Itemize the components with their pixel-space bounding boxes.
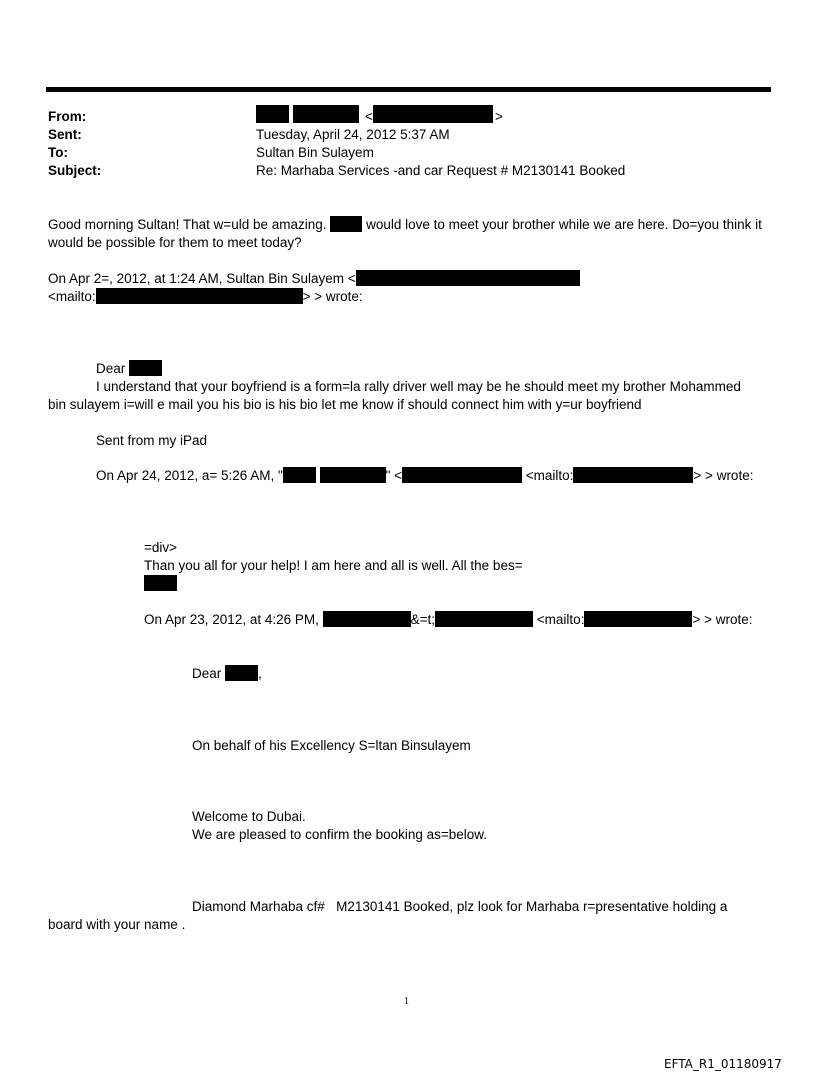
document-id: EFTA_R1_01180917: [664, 1057, 782, 1071]
greeting: [96, 360, 162, 377]
quote-text: > > wrote:: [302, 289, 363, 304]
body-line: =div>: [144, 540, 178, 555]
redaction-block: [225, 665, 258, 681]
body-line: I understand that your boyfriend is a form=la rally driver well may be he should meet my brother Mohammed: [96, 379, 741, 394]
redaction-block: [320, 467, 386, 483]
signature: Sent from my iPad: [96, 433, 208, 448]
redaction-block: [96, 288, 303, 304]
body-line: Than you all for your help! I am here and all is well. All the bes=: [144, 558, 523, 573]
subject-label: Subject:: [48, 163, 102, 178]
redaction-block: [584, 611, 692, 627]
body-text: would love to meet your brother while we are here. Do=you think it: [366, 217, 762, 232]
quote-header: [144, 611, 753, 628]
quote-text: <mailto:: [48, 289, 96, 304]
redaction-block: [573, 467, 693, 483]
sent-value: Tuesday, April 24, 2012 5:37 AM: [256, 127, 450, 142]
quote-text: <mailto:: [525, 468, 574, 483]
body-line: [48, 216, 762, 233]
body-line: bin sulayem i=will e mail you his bio is his bio let me know if should connect him with y=ur boyfriend: [48, 397, 642, 412]
body-line: We are pleased to confirm the booking as=below.: [192, 827, 488, 842]
quote-text: On Apr 23, 2012, at 4:26 PM,: [144, 612, 319, 627]
quote-header: [48, 270, 580, 287]
subject-value: Re: Marhaba Services -and car Request # M2130141 Booked: [256, 163, 626, 178]
header-rule: [46, 87, 771, 92]
redaction-block: [356, 270, 580, 286]
body-line: Diamond Marhaba cf# M2130141 Booked, plz look for Marhaba r=presentative holding a: [192, 899, 728, 914]
redaction-block: [293, 105, 359, 123]
quote-text: &=t;: [410, 612, 436, 627]
greeting-text: Dear: [192, 666, 222, 681]
redaction-block: [129, 360, 162, 376]
page-number: 1: [404, 996, 409, 1007]
body-line: Welcome to Dubai.: [192, 809, 306, 824]
quote-text: <mailto:: [536, 612, 585, 627]
redaction-block: [144, 575, 177, 591]
redaction-block: [283, 467, 316, 483]
redaction-block: [373, 105, 493, 123]
body-text: Good morning Sultan! That w=uld be amazing.: [48, 217, 327, 232]
from-lt: <: [365, 109, 373, 124]
quote-text: On Apr 2=, 2012, at 1:24 AM, Sultan Bin Sulayem <: [48, 271, 356, 286]
redaction-block: [256, 105, 289, 123]
body-line: On behalf of his Excellency S=ltan Binsulayem: [192, 738, 471, 753]
redaction-block: [435, 611, 533, 627]
redaction-block: [402, 467, 522, 483]
quote-text: > > wrote:: [692, 612, 753, 627]
greeting: [192, 665, 262, 682]
sent-label: Sent:: [48, 127, 82, 142]
greeting-comma: ,: [258, 666, 262, 681]
body-line: would be possible for them to meet today?: [48, 235, 302, 250]
to-label: To:: [48, 145, 68, 160]
from-label: From:: [48, 109, 87, 124]
redaction-block: [330, 216, 362, 232]
quote-text: On Apr 24, 2012, a= 5:26 AM, ": [96, 468, 283, 483]
quote-text: " <: [385, 468, 402, 483]
from-gt: >: [495, 109, 503, 124]
to-value: Sultan Bin Sulayem: [256, 145, 374, 160]
quote-header: [48, 288, 363, 305]
quote-header: [96, 467, 753, 484]
body-line: board with your name .: [48, 917, 186, 932]
greeting-text: Dear: [96, 361, 126, 376]
redaction-block: [323, 611, 411, 627]
quote-text: > > wrote:: [693, 468, 754, 483]
